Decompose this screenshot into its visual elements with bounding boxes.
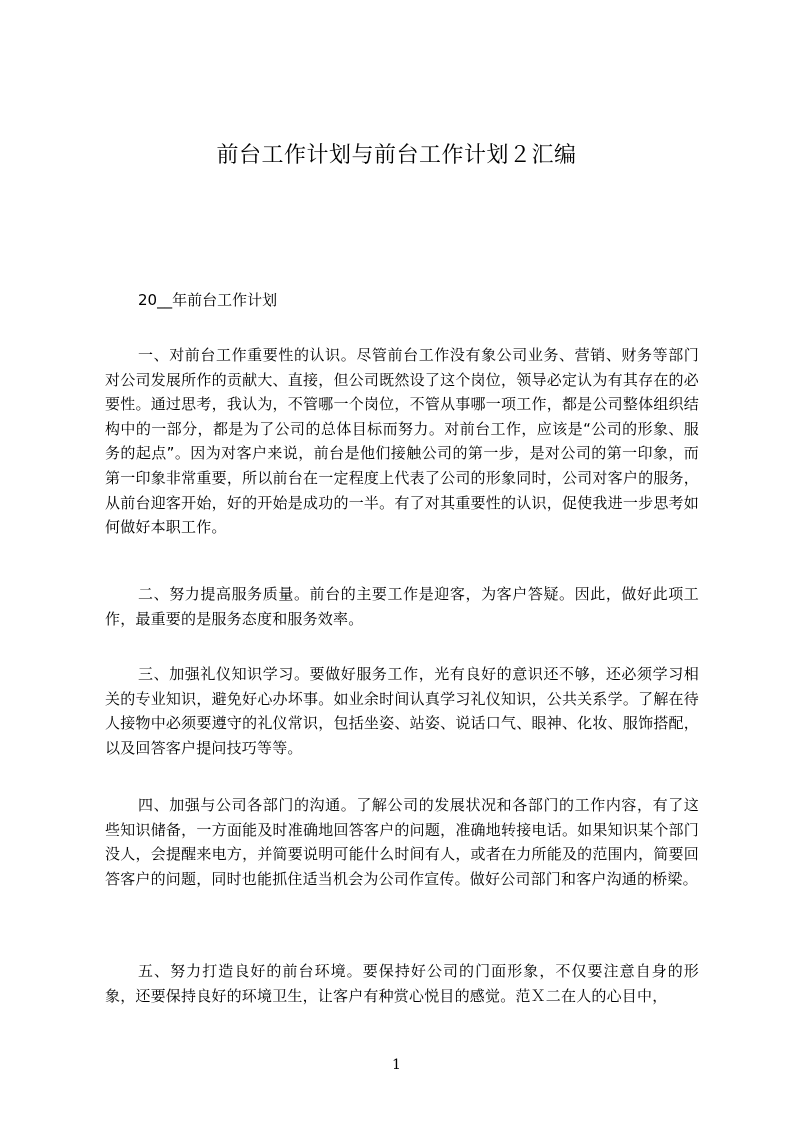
paragraph-frontdesk-environment: 五、努力打造良好的前台环境。要保持好公司的门面形象，不仅要注意自身的形象，还要保持良好的环境卫生，让客户有种赏心悦目的感觉。范Ｘ二在人的心目中， xyxy=(105,962,699,1005)
document-title: 前台工作计划与前台工作计划２汇编 xyxy=(216,143,577,168)
paragraph-department-communication: 四、加强与公司各部门的沟通。了解公司的发展状况和各部门的工作内容，有了这些知识储备，一方面能及时准确地回答客户的问题，准确地转接电话。如果知识某个部门没人，会提醒来电方，并简要说明可能什么时间有人，或者在力所能及的范围内，简要回答客户的问题，同时也能抓住适当机会为公司作宣传。做好公司部门和客户沟通的桥梁。 xyxy=(105,796,699,888)
plan-subheading: 20__年前台工作计划 xyxy=(138,291,278,309)
page-number: 1 xyxy=(392,1057,401,1073)
paragraph-service-quality: 二、努力提高服务质量。前台的主要工作是迎客，为客户答疑。因此，做好此项工作，最重要的是服务态度和服务效率。 xyxy=(105,585,699,628)
paragraph-etiquette-learning: 三、加强礼仪知识学习。要做好服务工作，光有良好的意识还不够，还必须学习相关的专业知识，避免好心办坏事。如业余时间认真学习礼仪知识，公共关系学。了解在待人接物中必须要遵守的礼仪常识，包括坐姿、站姿、说话口气、眼神、化妆、服饰搭配，以及回答客户提问技巧等等。 xyxy=(105,665,699,757)
paragraph-frontdesk-importance: 一、对前台工作重要性的认识。尽管前台工作没有象公司业务、营销、财务等部门对公司发展所作的贡献大、直接，但公司既然设了这个岗位，领导必定认为有其存在的必要性。通过思考，我认为，不管哪一个岗位，不管从事哪一项工作，都是公司整体组织结构中的一部分，都是为了公司的总体目标而努力。对前台工作，应该是“公司的形象、服务的起点”。因为对客户来说，前台是他们接触公司的第一步，是对公司的第一印象，而第一印象非常重要，所以前台在一定程度上代表了公司的形象同时，公司对客户的服务，从前台迎客开始，好的开始是成功的一半。有了对其重要性的认识，促使我进一步思考如何做好本职工作。 xyxy=(105,346,699,537)
